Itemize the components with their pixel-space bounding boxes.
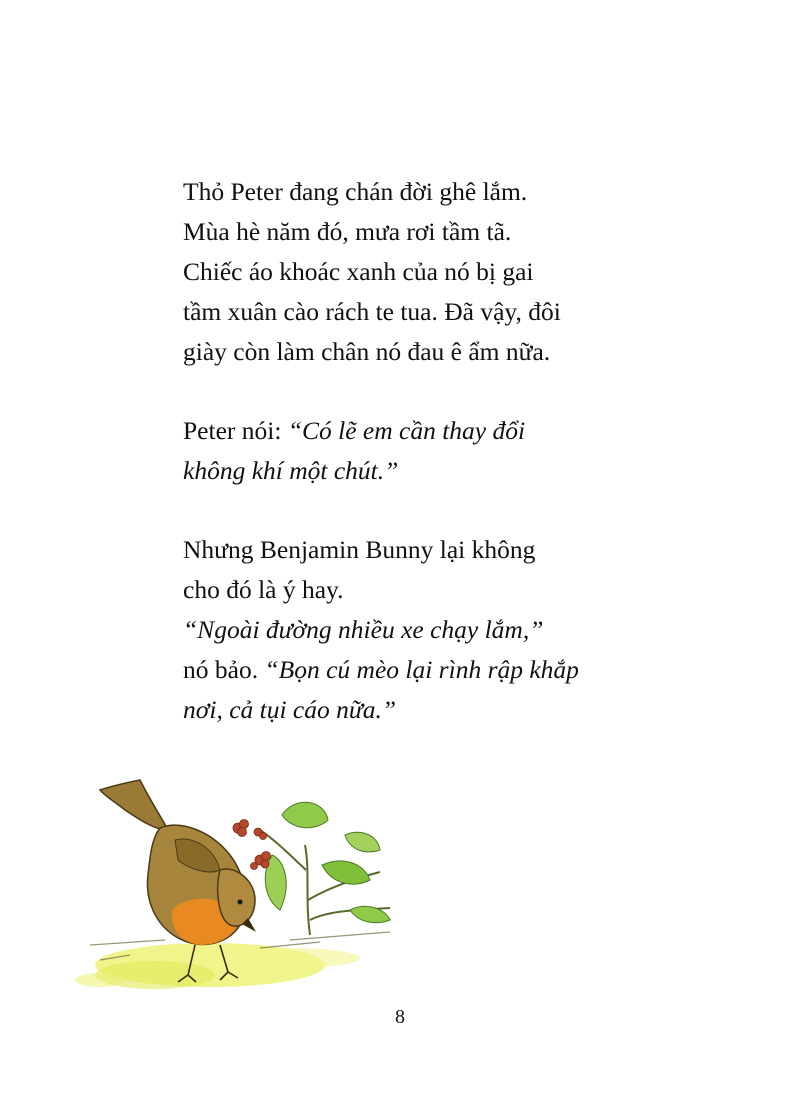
text-segment: tầm xuân cào rách te tua. Đã vậy, đôi xyxy=(183,297,561,326)
italic-quote-segment: nơi, cả tụi cáo nữa.” xyxy=(183,695,397,724)
bramble-leaves xyxy=(265,802,390,922)
bramble-berries xyxy=(233,820,271,870)
story-paragraph xyxy=(183,530,703,730)
text-line xyxy=(183,212,703,252)
robin-bird-with-bramble-icon xyxy=(60,760,460,1020)
text-segment: Thỏ Peter đang chán đời ghê lắm. xyxy=(183,177,528,206)
ground-wash xyxy=(75,943,360,989)
text-segment: Chiếc áo khoác xanh của nó bị gai xyxy=(183,257,534,286)
text-segment: cho đó là ý hay. xyxy=(183,575,344,604)
text-segment: giày còn làm chân nó đau ê ẩm nữa. xyxy=(183,337,551,366)
italic-quote-segment: “Có lẽ em cần thay đổi xyxy=(287,416,526,445)
text-line xyxy=(183,610,703,650)
text-line xyxy=(183,172,703,212)
text-line xyxy=(183,292,703,332)
text-line xyxy=(183,570,703,610)
text-line xyxy=(183,332,703,372)
italic-quote-segment: “Bọn cú mèo lại rình rập khắp xyxy=(264,655,579,684)
text-segment: Nhưng Benjamin Bunny lại không xyxy=(183,535,536,564)
italic-quote-segment: “Ngoài đường nhiều xe chạy lắm,” xyxy=(183,615,544,644)
page-number: 8 xyxy=(395,1006,405,1028)
text-line xyxy=(183,530,703,570)
text-line xyxy=(183,690,703,730)
text-segment: Peter nói: xyxy=(183,416,288,445)
text-line xyxy=(183,650,703,690)
story-paragraph xyxy=(183,411,703,491)
story-paragraph xyxy=(183,172,703,372)
text-line xyxy=(183,411,703,451)
text-line xyxy=(183,252,703,292)
italic-quote-segment: không khí một chút.” xyxy=(183,456,399,485)
story-text xyxy=(183,172,703,730)
text-segment: Mùa hè năm đó, mưa rơi tầm tã. xyxy=(183,217,512,246)
text-segment: nó bảo. xyxy=(183,655,265,684)
text-line xyxy=(183,451,703,491)
